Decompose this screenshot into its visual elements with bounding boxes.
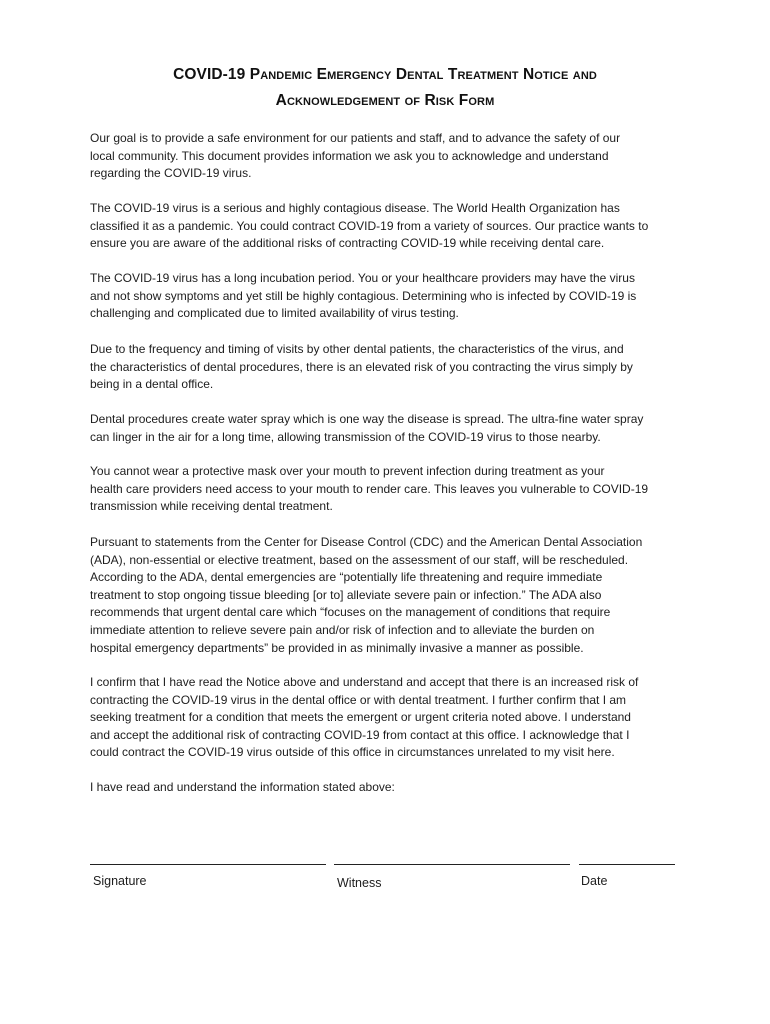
paragraph-line: You cannot wear a protective mask over your mouth to prevent infection during treatment as your	[90, 464, 605, 478]
paragraph-line: treatment to stop ongoing tissue bleeding [or to] alleviate severe pain or infection.” The ADA also	[90, 587, 602, 602]
paragraph-line: I have read and understand the information stated above:	[90, 780, 395, 794]
paragraph-disease	[90, 200, 682, 253]
paragraph-line: (ADA), non-essential or elective treatment, based on the assessment of our staff, will be rescheduled.	[90, 552, 629, 567]
paragraph-line: Due to the frequency and timing of visits by other dental patients, the characteristics of the virus, and	[90, 342, 624, 356]
paragraph-cdc-ada	[90, 534, 682, 657]
document-title-line-1	[80, 66, 690, 84]
paragraph-line: transmission while receiving dental treatment.	[90, 499, 333, 514]
paragraph-line: the characteristics of dental procedures, there is an elevated risk of you contracting the virus simply by	[90, 359, 633, 374]
paragraph-line: and accept the additional risk of contracting COVID-19 from contact at this office. I acknowledge that I	[90, 727, 630, 742]
paragraph-line: can linger in the air for a long time, allowing transmission of the COVID-19 virus to those nearby.	[90, 429, 601, 444]
paragraph-confirmation	[90, 674, 682, 762]
paragraph-line: Pursuant to statements from the Center for Disease Control (CDC) and the American Dental Association	[90, 535, 643, 549]
paragraph-line: could contract the COVID-19 virus outside of this office in circumstances unrelated to my visit here.	[90, 745, 615, 760]
paragraph-line: recommends that urgent dental care which “focuses on the management of conditions that require	[90, 605, 611, 620]
signature-line[interactable]	[90, 864, 326, 865]
paragraph-line: Our goal is to provide a safe environment for our patients and staff, and to advance the safety of our	[90, 131, 621, 145]
paragraph-line: The COVID-19 virus is a serious and highly contagious disease. The World Health Organization has	[90, 201, 620, 215]
paragraph-line: and not show symptoms and yet still be highly contagious. Determining who is infected by COVID-19 is	[90, 288, 637, 303]
paragraph-line: Dental procedures create water spray which is one way the disease is spread. The ultra-fine water spray	[90, 412, 644, 426]
paragraph-line: hospital emergency departments” be provided in as minimally invasive a manner as possible.	[90, 640, 584, 655]
paragraph-line: According to the ADA, dental emergencies are “potentially life threatening and require immediate	[90, 570, 603, 585]
paragraph-line: being in a dental office.	[90, 377, 214, 392]
paragraph-line: contracting the COVID-19 virus in the dental office or with dental treatment. I further confirm that I am	[90, 692, 627, 707]
date-label: Date	[581, 874, 608, 888]
paragraph-line: The COVID-19 virus has a long incubation period. You or your healthcare providers may have the virus	[90, 271, 635, 285]
paragraph-water-spray	[90, 411, 682, 446]
paragraph-incubation	[90, 270, 682, 323]
paragraph-line: challenging and complicated due to limited availability of virus testing.	[90, 306, 459, 321]
title-line-1-text: Pandemic Emergency Dental Treatment Notice and	[249, 66, 597, 83]
signature-label: Signature	[93, 874, 147, 888]
paragraph-read-statement	[90, 779, 682, 797]
paragraph-elevated-risk	[90, 341, 682, 394]
paragraph-line: regarding the COVID-19 virus.	[90, 166, 252, 181]
witness-label: Witness	[337, 876, 382, 890]
paragraph-line: ensure you are aware of the additional risks of contracting COVID-19 while receiving dental care.	[90, 236, 605, 251]
title-covid-prefix: COVID-19	[173, 66, 246, 83]
paragraph-line: classified it as a pandemic. You could contract COVID-19 from a variety of sources. Our practice wants to	[90, 218, 649, 233]
document-title-line-2: Acknowledgement of Risk Form	[275, 92, 495, 109]
paragraph-line: immediate attention to relieve severe pain and/or risk of infection and to alleviate the burden on	[90, 622, 595, 637]
witness-line[interactable]	[334, 864, 570, 865]
paragraph-line: seeking treatment for a condition that meets the emergent or urgent criteria noted above. I understand	[90, 710, 631, 725]
date-line[interactable]	[579, 864, 675, 865]
paragraph-line: local community. This document provides information we ask you to acknowledge and understand	[90, 148, 609, 163]
paragraph-mask	[90, 463, 682, 516]
paragraph-line: I confirm that I have read the Notice above and understand and accept that there is an increased risk of	[90, 675, 639, 689]
paragraph-line: health care providers need access to your mouth to render care. This leaves you vulnerable to COVID-19	[90, 481, 649, 496]
paragraph-goal	[90, 130, 682, 183]
